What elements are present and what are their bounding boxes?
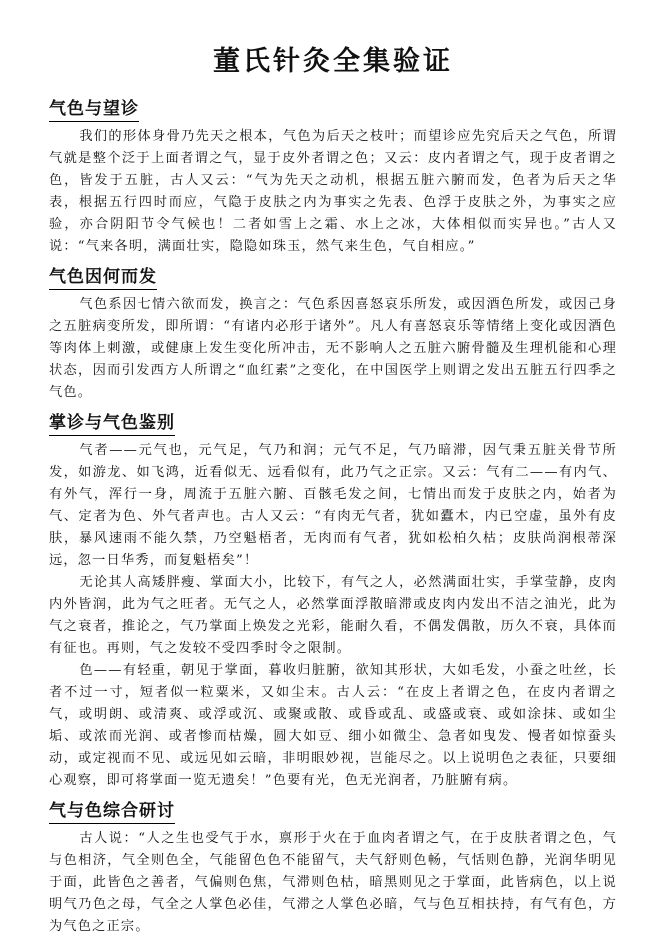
section-heading: 气色因何而发 (49, 266, 157, 290)
section-heading: 气色与望诊 (49, 98, 139, 122)
paragraph: 无论其人高矮胖瘦、掌面大小，比较下，有气之人，必然满面壮实，手掌莹静，皮肉内外皆润，此为气之旺者。无气之人，必然掌面浮散暗滞或皮肉内发出不洁之油光，此为气之衰者，推论之，气乃掌面上焕发之光彩，能耐久看，不偶发偶散，历久不衰，具体而有征也。再则，气之发较不受四季时令之限制。 (49, 575, 617, 656)
paragraph: 色——有轻重，朝见于掌面，暮收归脏腑，欲知其形状，大如毛发，小蚕之吐丝，长者不过一寸，短者似一粒粟米，又如尘末。古人云：“在皮上者谓之色，在皮内者谓之气，或明朗、或清爽、或浮或沉、或聚或散、或昏或乱、或盛或衰、或如涂抹、或如尘垢、或浓而光润、或者惨而枯燥，圆大如豆、细小如微尘、急者如曳发、慢者如惊蚕头动，或定视而不见、或远见如云暗，非明眼妙视，岂能尽之。以上说明色之表征，只要细心观察，即可将掌面一览无遗矣！”色要有光，色无光润者，乃脏腑有病。 (49, 663, 617, 788)
paragraph: 我们的形体身骨乃先天之根本，气色为后天之枝叶；而望诊应先究后天之气色，所谓气就是整个泛于上面者谓之气，显于皮外者谓之色；又云：皮内者谓之气，现于皮者谓之色，皆发于五脏，古人又云：“气为先天之动机，根据五脏六腑而发，色者为后天之华表，根据五行四时而应，气隐于皮肤之内为事实之先表、色浮于皮肤之外，为事实之应验，亦合阴阳节令气候也！二者如雪上之霜、水上之冰，大体相似而实异也。”古人又说：“气来各明，满面壮实，隐隐如珠玉，然气来生色，气自相应。” (49, 129, 617, 254)
section-qise-yinhe-erfa (49, 262, 617, 404)
paragraph: 气色系因七情六欲而发，换言之：气色系因喜怒哀乐所发，或因酒色所发，或因己身之五脏病变所发，即所谓：“有诸内必形于诸外”。凡人有喜怒哀乐等情绪上变化或因酒色等肉体上刺激，或健康上发生变化所冲击，无不影响人之五脏六腑骨髓及生理机能和心理状态，因而引发西方人所谓之“血红素”之变化，在中国医学上则谓之发出五脏五行四季之气色。 (49, 297, 617, 400)
section-qise-wangzhen (49, 94, 617, 258)
section-heading: 气与色综合研讨 (49, 800, 175, 824)
document-page (49, 44, 617, 942)
section-heading: 掌诊与气色鉴别 (49, 412, 175, 436)
section-qi-se-zonghe-yantao (49, 796, 617, 938)
paragraph: 气者——元气也，元气足，气乃和润；元气不足，气乃暗滞，因气秉五脏关骨节所发，如游龙、如飞鸿，近看似无、远看似有，此乃气之正宗。又云：气有二——有内气、有外气，浑行一身，周流于五脏六腑、百骸毛发之间，七情出而发于皮肤之内，始者为气、定者为色、外气者声也。古人又云：“有肉无气者，犹如蠹木，内已空虚，虽外有皮肤，暴风速雨不能久禁，乃空魁梧者，无肉而有气者，犹如松柏久枯；皮肤尚润根蒂深远，忽一日华秀，而复魁梧矣”！ (49, 443, 617, 568)
paragraph: 古人说：“人之生也受气于水，禀形于火在于血肉者谓之气，在于皮肤者谓之色，气与色相济，气全则色全，气能留色色不能留气，夫气舒则色畅，气恬则色静，光润华明见于面，此皆色之善者，气偏则色焦，气滞则色枯，暗黑则见之于掌面，此皆病色，以上说明气乃色之母，气全之人掌色必佳，气滞之人掌色必暗，气与色互相扶持，有气有色，方为气色之正宗。 (49, 831, 617, 934)
section-zhangzhen-qise-jianbie (49, 408, 617, 792)
document-title: 董氏针灸全集验证 (213, 46, 453, 77)
